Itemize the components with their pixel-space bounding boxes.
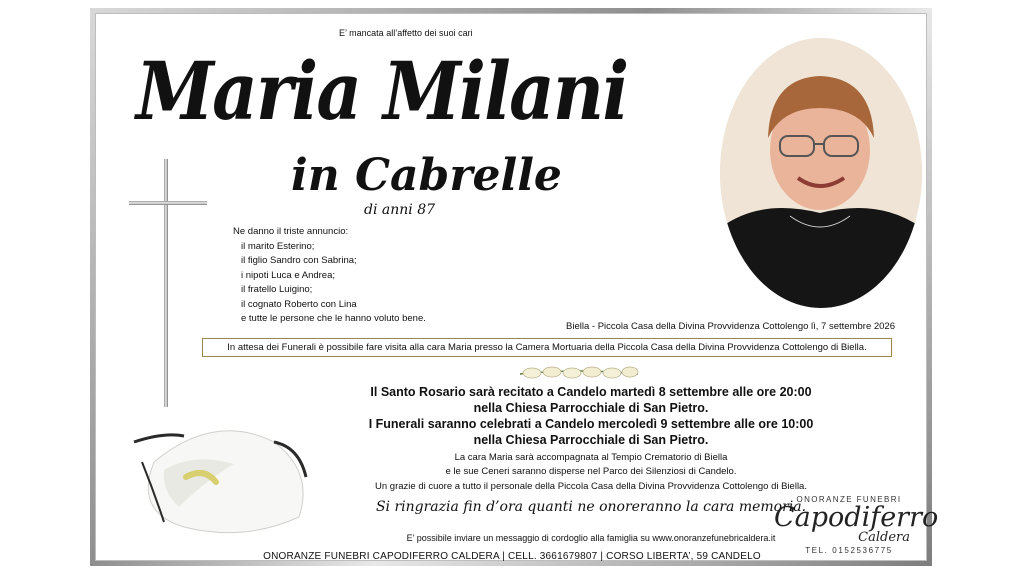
announce-title: Ne danno il triste annuncio:: [233, 226, 349, 237]
mourner-line: e tutte le persone che le hanno voluto bene.: [241, 313, 426, 324]
cross-bar: [129, 201, 207, 205]
portrait-photo: [720, 38, 922, 308]
logo-sub-text: Caldera: [858, 530, 910, 545]
logo-name-text: Capodiferro: [774, 502, 939, 533]
ceremony-line: nella Chiesa Parrocchiale di San Pietro.: [473, 433, 709, 447]
footer-contact: ONORANZE FUNEBRI CAPODIFERRO CALDERA | CELL. 3661679807 | CORSO LIBERTA’, 59 CANDELO: [263, 551, 761, 562]
ceremony-line: Il Santo Rosario sarà recitato a Candelo martedì 8 settembre alle ore 20:00: [370, 385, 812, 399]
mourner-line: il fratello Luigino;: [241, 284, 313, 295]
cremation-line: La cara Maria sarà accompagnata al Tempio Crematorio di Biella: [454, 452, 728, 463]
mourner-line: i nipoti Luca e Andrea;: [241, 269, 336, 281]
visit-notice: In attesa dei Funerali è possibile fare visita alla cara Maria presso la Camera Mortuaria della Piccola Casa della Divina Provvidenza Cottolengo di Biella.: [202, 338, 892, 357]
notice-frame: [90, 8, 939, 566]
cross-icon: [164, 159, 168, 407]
mourner-line: il cognato Roberto con Lina: [241, 298, 357, 310]
age-text: di anni 87: [364, 202, 436, 218]
cremation-line: e le sue Ceneri saranno disperse nel Parco dei Silenziosi di Candelo.: [445, 466, 737, 477]
condolence-text: E’ possibile inviare un messaggio di cordoglio alla famiglia su www.onoranzefunebricaldera.it: [406, 533, 776, 543]
logo-top-text: ONORANZE FUNEBRI: [796, 495, 902, 504]
funeral-home-logo: [774, 495, 939, 555]
calla-lily-icon: [124, 422, 314, 547]
mourner-line: il marito Esterino;: [241, 240, 315, 252]
thanks-text: Si ringrazia fin d’ora quanti ne onoreranno la cara memoria.: [375, 499, 807, 515]
deceased-name: Maria Milani: [136, 44, 628, 138]
mourners-list: [233, 225, 426, 327]
ceremony-line: nella Chiesa Parrocchiale di San Pietro.: [473, 401, 709, 415]
place-date: Biella - Piccola Casa della Divina Provvidenza Cottolengo lì, 7 settembre 2026: [566, 321, 895, 332]
mourner-line: il figlio Sandro con Sabrina;: [241, 255, 357, 266]
staff-thanks: Un grazie di cuore a tutto il personale della Piccola Casa della Divina Provvidenza Cottolengo di Biella.: [375, 481, 807, 492]
logo-tel-text: TEL. 0152536775: [805, 546, 893, 555]
intro-text: E’ mancata all’affetto dei suoi cari: [339, 28, 473, 38]
married-name: in Cabrelle: [291, 150, 562, 201]
notice-paper: [95, 13, 939, 562]
ceremony-line: I Funerali saranno celebrati a Candelo mercoledì 9 settembre alle ore 10:00: [368, 417, 814, 431]
